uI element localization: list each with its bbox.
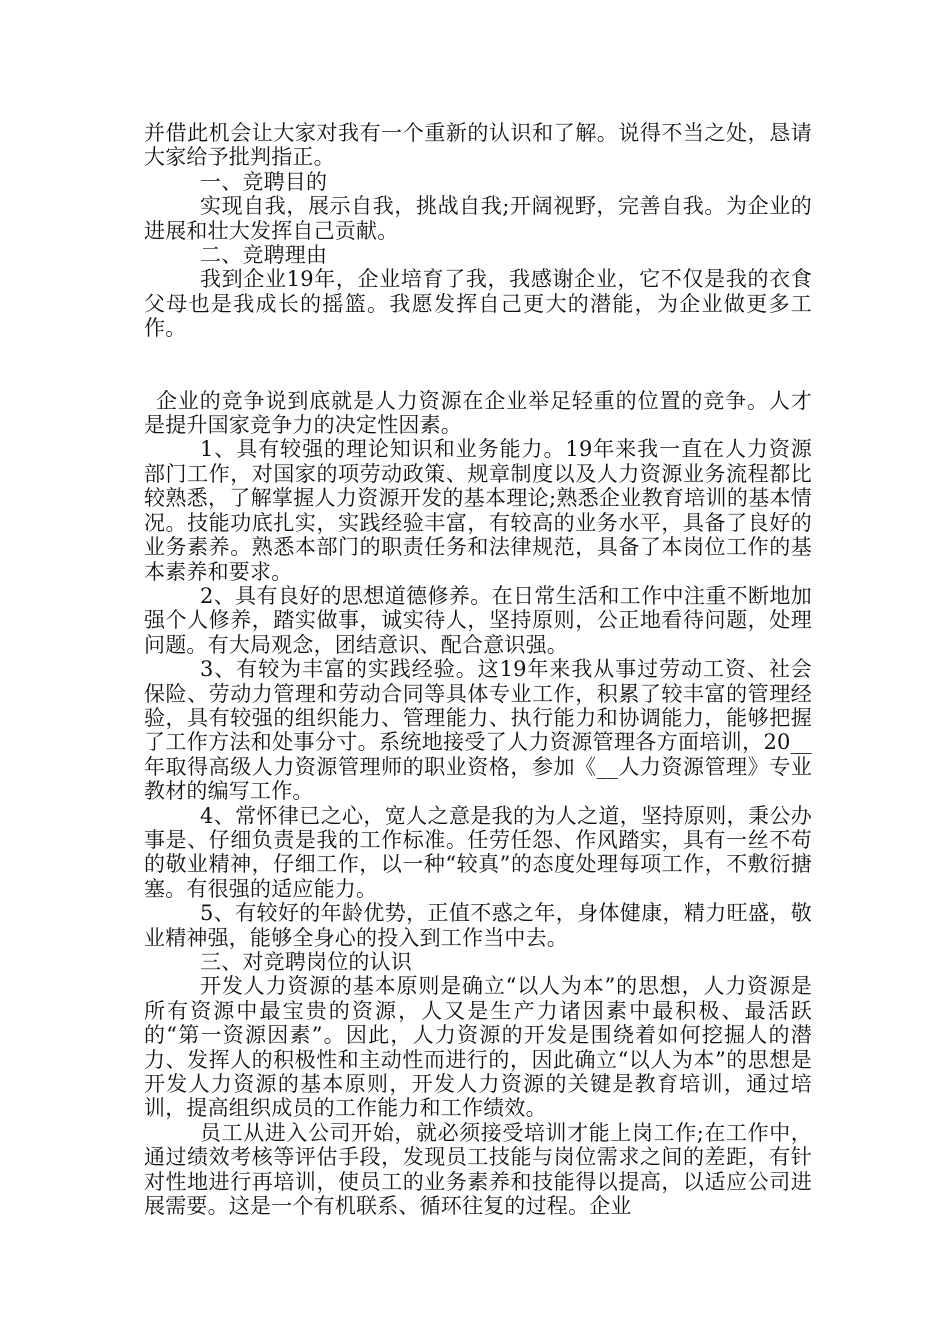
heading-purpose: 一、竞聘目的: [200, 169, 328, 194]
paragraph-point-1: 1、具有较强的理论知识和业务能力。19年来我一直在人力资源部门工作，对国家的项劳动政策、规章制度以及人力资源业务流程都比较熟悉，了解掌握人力资源开发的基本理论;熟悉企业教育培训的基本情况。技能功底扎实，实践经验丰富，有较高的业务水平，具备了良好的业务素养。熟悉本部门的职责任务和法律规范，具备了本岗位工作的基本素养和要求。: [144, 437, 812, 584]
paragraph-point-3: 3、有较为丰富的实践经验。这19年来我从事过劳动工资、社会保险、劳动力管理和劳动合同等具体专业工作，积累了较丰富的管理经验，具有较强的组织能力、管理能力、执行能力和协调能力，能够把握了工作方法和处事分寸。系统地接受了人力资源管理各方面培训，20__年取得高级人力资源管理师的职业资格，参加《__人力资源管理》专业教材的编写工作。: [144, 657, 812, 804]
heading-understanding: 三、对竞聘岗位的认识: [200, 950, 412, 974]
heading-reason: 二、竞聘理由: [200, 243, 328, 268]
paragraph-understanding-2: 员工从进入公司开始，就必须接受培训才能上岗工作;在工作中，通过绩效考核等评估手段，发现员工技能与岗位需求之间的差距，有针对性地进行再培训，使员工的业务素养和技能得以提高，以适应公司进展需要。这是一个有机联系、循环往复的过程。企业: [144, 1120, 812, 1219]
paragraph-point-5: 5、有较好的年龄优势，正值不惑之年，身体健康，精力旺盛，敬业精神强，能够全身心的投入到工作当中去。: [144, 901, 812, 950]
paragraph-point-2: 2、具有良好的思想道德修养。在日常生活和工作中注重不断地加强个人修养，踏实做事，诚实待人，坚持原则，公正地看待问题，处理问题。有大局观念，团结意识、配合意识强。: [144, 583, 812, 657]
document-body: [144, 121, 812, 1218]
paragraph-intro: 并借此机会让大家对我有一个重新的认识和了解。说得不当之处，恳请大家给予批判指正。: [144, 121, 812, 170]
blank-line: [144, 341, 812, 389]
paragraph-competition: 企业的竞争说到底就是人力资源在企业举足轻重的位置的竞争。人才是提升国家竞争力的决定性因素。: [144, 388, 812, 438]
paragraph-point-4: 4、常怀律已之心，宽人之意是我的为人之道，坚持原则，秉公办事是、仔细负责是我的工作标准。任劳任怨、作风踏实，具有一丝不苟的敬业精神，仔细工作，以一种“较真”的态度处理每项工作，不敷衍搪塞。有很强的适应能力。: [144, 803, 812, 901]
paragraph-understanding-1: 开发人力资源的基本原则是确立“以人为本”的思想，人力资源是所有资源中最宝贵的资源，人又是生产力诸因素中最积极、最活跃的“第一资源因素”。因此，人力资源的开发是围绕着如何挖掘人的潜力、发挥人的积极性和主动性而进行的，因此确立“以人为本”的思想是开发人力资源的基本原则，开发人力资源的关键是教育培训，通过培训，提高组织成员的工作能力和工作绩效。: [144, 974, 812, 1121]
paragraph-purpose: 实现自我，展示自我，挑战自我;开阔视野，完善自我。为企业的进展和壮大发挥自己贡献。: [144, 194, 812, 243]
paragraph-reason: 我到企业19年，企业培育了我，我感谢企业，它不仅是我的衣食父母也是我成长的摇篮。我愿发挥自己更大的潜能，为企业做更多工作。: [144, 267, 812, 341]
